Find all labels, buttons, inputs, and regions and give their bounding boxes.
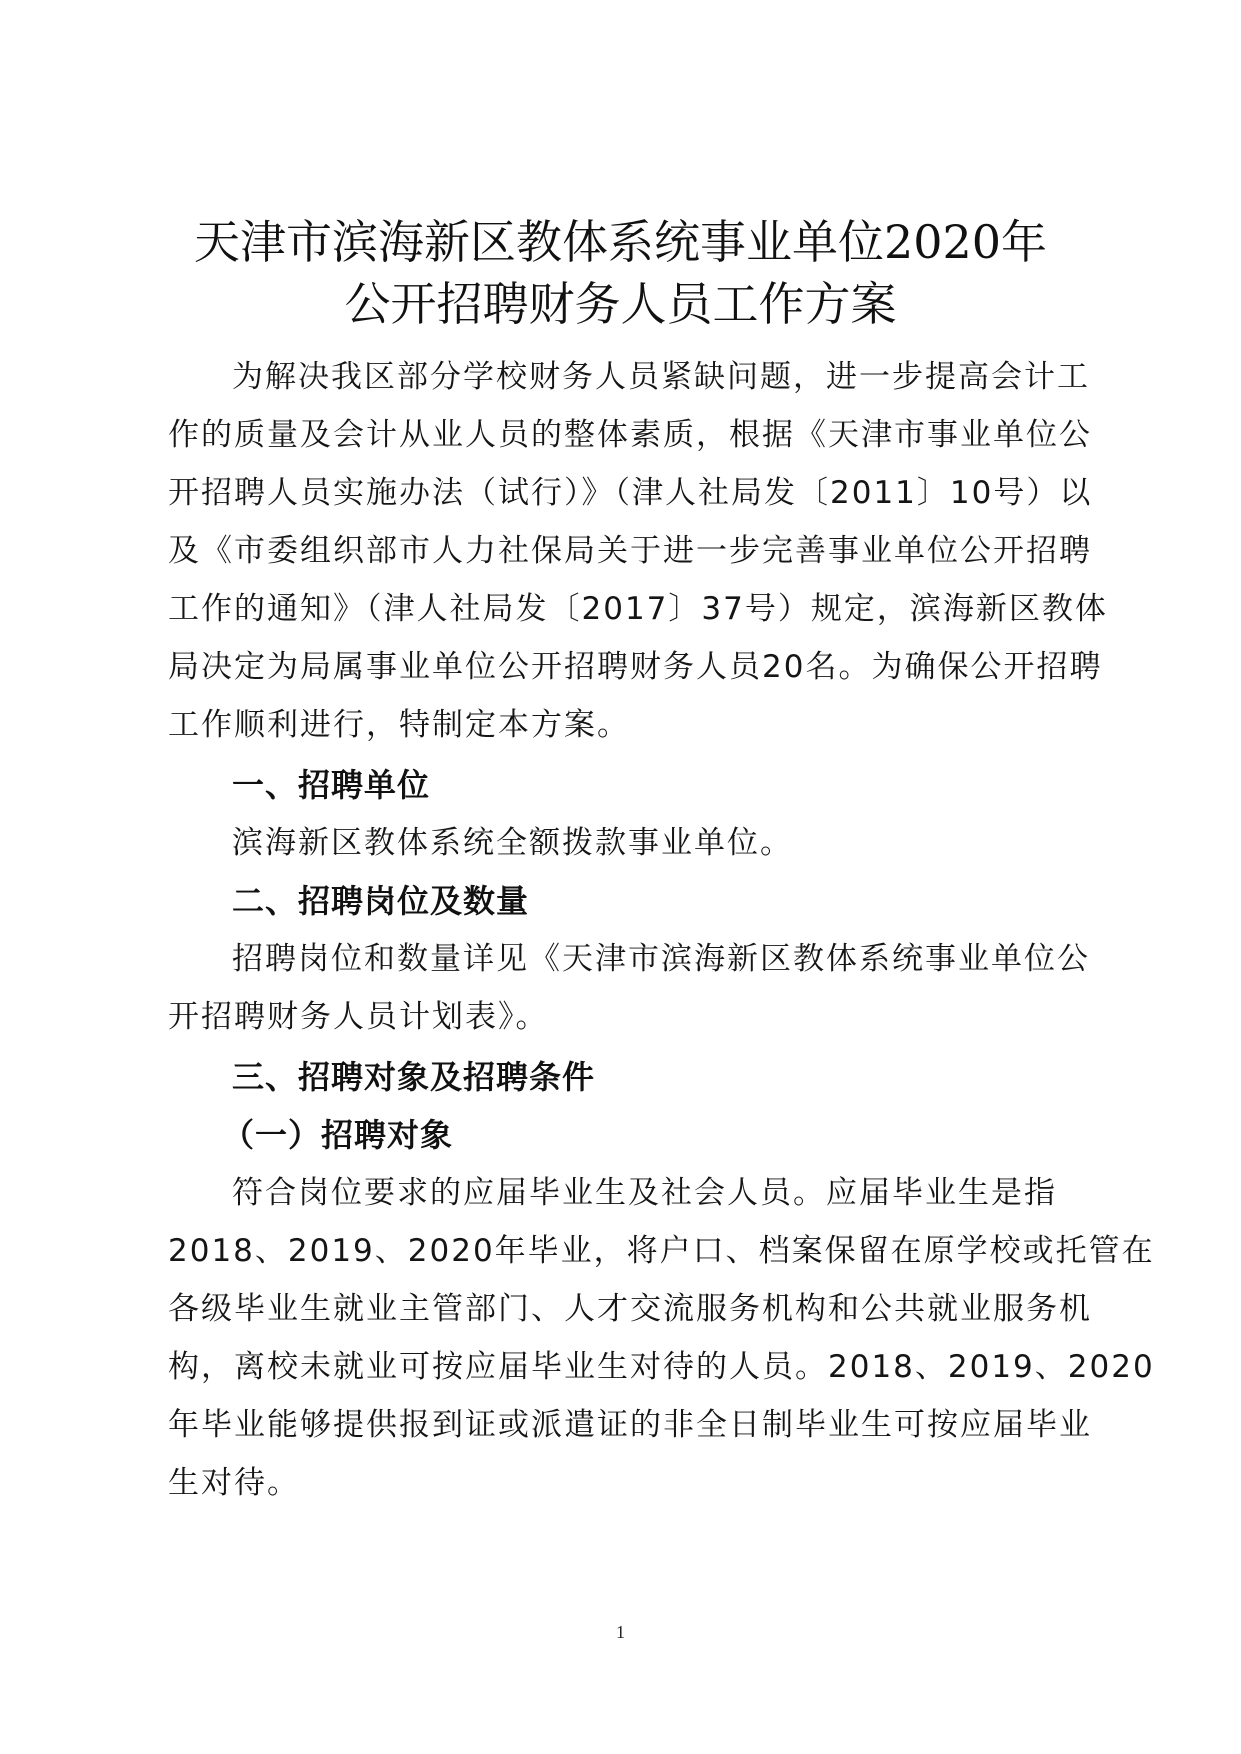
intro-line-2: 作的质量及会计从业人员的整体素质，根据《天津市事业单位公: [168, 417, 1092, 453]
section-1-text: 滨海新区教体系统全额拨款事业单位。: [232, 825, 793, 861]
section-2-line-2: 开招聘财务人员计划表》。: [168, 999, 549, 1035]
intro-line-3: 开招聘人员实施办法（试行）》（津人社局发〔2011〕10号）以: [168, 475, 1093, 511]
section-heading-recruiting-unit: 一、招聘单位: [232, 766, 431, 804]
section-heading-targets-conditions: 三、招聘对象及招聘条件: [232, 1058, 596, 1096]
document-title-line-1: 天津市滨海新区教体系统事业单位2020年: [193, 215, 1048, 269]
subsection-1-line-4: 构，离校未就业可按应届毕业生对待的人员。2018、2019、2020: [168, 1349, 1155, 1385]
subsection-1-line-1: 符合岗位要求的应届毕业生及社会人员。应届毕业生是指: [232, 1175, 1057, 1211]
intro-line-5: 工作的通知》（津人社局发〔2017〕37号）规定，滨海新区教体: [168, 591, 1108, 627]
intro-line-6: 局决定为局属事业单位公开招聘财务人员20名。为确保公开招聘: [168, 649, 1103, 685]
section-heading-positions: 二、招聘岗位及数量: [232, 882, 530, 920]
subsection-1-line-2: 2018、2019、2020年毕业，将户口、档案保留在原学校或托管在: [168, 1233, 1155, 1269]
subsection-1-line-6: 生对待。: [168, 1465, 300, 1501]
subsection-1-line-3: 各级毕业生就业主管部门、人才交流服务机构和公共就业服务机: [168, 1291, 1092, 1327]
section-2-line-1: 招聘岗位和数量详见《天津市滨海新区教体系统事业单位公: [232, 941, 1090, 977]
intro-line-7: 工作顺利进行，特制定本方案。: [168, 707, 630, 743]
intro-line-4: 及《市委组织部市人力社保局关于进一步完善事业单位公开招聘: [168, 533, 1092, 569]
page-number: 1: [616, 1622, 625, 1642]
document-title-line-2: 公开招聘财务人员工作方案: [344, 277, 897, 331]
subsection-heading-targets: （一）招聘对象: [222, 1116, 454, 1154]
subsection-1-line-5: 年毕业能够提供报到证或派遣证的非全日制毕业生可按应届毕业: [168, 1407, 1092, 1443]
intro-line-1: 为解决我区部分学校财务人员紧缺问题，进一步提高会计工: [232, 359, 1090, 395]
